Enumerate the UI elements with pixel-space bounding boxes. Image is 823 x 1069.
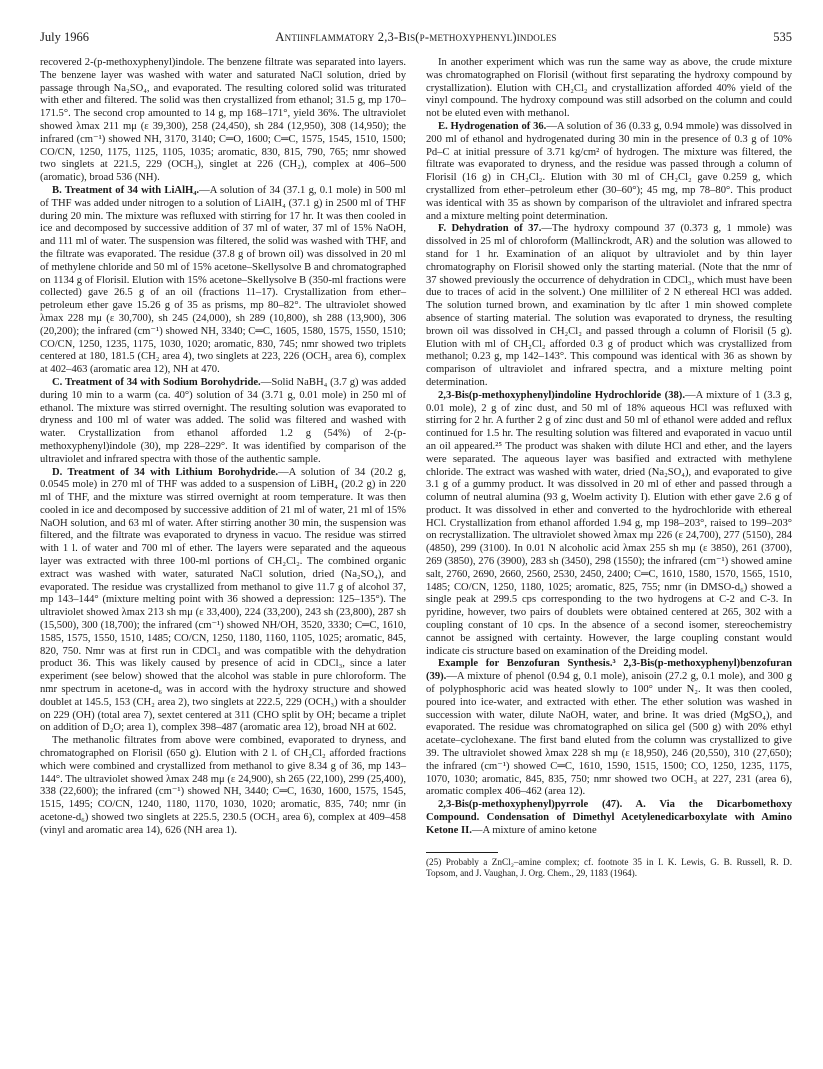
paragraph-text: —A mixture of 1 (3.3 g, 0.01 mole), 2 g of zinc dust, and 50 ml of 18% aqueous HCl was refluxed with stirring for 2 hr. A further 2 g of zinc dust and 50 ml of ethanol were added and reflux continued for 1.5 hr. The resulting solution was filtered and evaporated in vacuo until an oil appeared.²⁵ The product was shaken with dilute HCl and ether, and the layers were separated. The aqueous layer was basified and extracted with methylene chloride. The extract was washed with water, dried (Na₂SO₄), and evaporated to give 3.1 g of a gummy product. It was dissolved in 20 ml of ether and passed through a column of neutral alumina (93 g, Woelm activity I). Elution with ether gave 2.6 g of product. It was dissolved in ether and converted to the hydrochloride with ethereal HCl. Crystallization from ethanol afforded 1.94 g, mp 198–203°, raised to 199–203° on recrystallization. The ultraviolet showed λmax mμ 226 (ε 24,700), 277 (5150), 284 (4850), 299 (3100). In 0.01 N alcoholic acid λmax 255 sh mμ (ε 3850), 261 (3700), 269 (3850), 276 (3900), 283 sh (3450), 298 (1550); the infrared (cm⁻¹) showed amine salt, 2760, 2690, 2660, 2560, 2530, 2450, 2400; C═C, 1610, 1580, 1570, 1565, 1510, 1485; CO/CN, 1250, 1180, 1025; aromatic, 825, 755; nmr (in DMSO-d₆) showed a single peak at 299.5 cps corresponding to the two hydrogens at C-2 and C-3. In pyridine, however, two pairs of doublets were obtained centered at 265, 302 with a coupling constant of 10 cps. In the absence of a second isomer, stereochemistry cannot be assigned with certainty. However, the large coupling constant would indicate cis structure based on examination of the Dreiding model. [426,389,792,657]
paragraph [40,467,406,736]
right-column [426,57,792,879]
paragraph [426,223,792,389]
paragraph [40,377,406,467]
paragraph-text: —A mixture of amino ketone [471,824,597,836]
paragraph-text: —Solid NaBH₄ (3.7 g) was added during 10 min to a warm (ca. 40°) solution of 34 (3.71 g, 0.01 mole) in 250 ml of ethanol. The mixture was stirred overnight. The resulting solution was evaporated to dryness and 100 ml of water was added. The solid was filtered and washed with water. Crystallization from ethanol afforded 1.2 g (54%) of 2-(p-methoxyphenyl)indole (30), mp 228–229°. It was identified by comparison of the ultraviolet and infrared spectra with those of the authentic sample. [40,376,406,465]
paragraph [426,658,792,799]
paragraph [426,799,792,837]
section-heading: B. Treatment of 34 with LiAlH₄. [52,184,200,196]
paragraph-text: —A mixture of phenol (0.94 g, 0.1 mole), anisoin (27.2 g, 0.1 mole), and 300 g of polyphosphoric acid was heated slowly to 100° under N₂. It was then cooled, poured into ice-water, and extracted with ether. The ether solution was washed in succession with water, dilute NaOH, water, and brine. It was dried (MgSO₄), and evaporated. The residue was chromatographed on silica gel (500 g) with 20% ethyl acetate–cyclohexane. The first band eluted from the column was crystallized to give 39. The ultraviolet showed λmax 228 sh mμ (ε 18,950), 246 (20,550), 310 (27,650); the infrared (cm⁻¹) showed C═C, 1610, 1590, 1515, 1500; CO, 1250, 1235, 1175, 1070, 1030; aromatic, 845, 835, 750; nmr showed two OCH₃ at 227, 231 (area 6), aromatic complex 406–462 (area 12). [426,671,792,798]
section-heading: 2,3-Bis(p-methoxyphenyl)pyrrole (47). A. Via the Dicarbomethoxy Compound. Condensation of Dimethyl Acetylenedicarboxylate with Amino Ketone II. [426,799,792,836]
paragraph [426,121,792,223]
running-header [40,30,792,46]
paragraph-text: —A solution of 34 (20.2 g, 0.0545 mole) in 270 ml of THF was added to a suspension of LiBH₄ (20.2 g) in 220 ml of THF, and the mixture was stirred overnight at room temperature. It was then cooled in ice and decomposed by successive addition of 21 ml of water, 21 ml of 15% NaOH solution, and 63 ml of water. After stirring another 30 min, the suspension was filtered, and the filtrate was evaporated to dryness in vacuo. The residue was stirred with 1 l. of water and 700 ml of ether. The layers were separated and the aqueous layer was extracted with three 100-ml portions of CH₂Cl₂. The combined organic extract was washed with water, saturated NaCl solution, dried (Na₂SO₄), and evaporated. The residue was crystallized from methanol to give 11.7 g of alcohol 37, mp 143–144° (mixture melting point with 36 showed a depression: 125–135°). The ultraviolet showed λmax 213 sh mμ (ε 33,400), 224 (33,200), 243 sh (23,800), 287 sh (15,500), 300 (18,700); the infrared (cm⁻¹) showed NH/OH, 3520, 3330; C═C, 1610, 1585, 1575, 1550, 1510, 1485; CO/CN, 1250, 1180, 1160, 1105, 1025; aromatic, 845, 820, 750. Nmr was at first run in CDCl₃ and was compatible with the dehydration product 36. This was likely caused by presence of acid in CDCl₃, since a later experiment (see below) showed that the alcohol was stable in pure chloroform. The nmr spectrum in acetone-d₆ was in accord with the hydroxy structure and showed doublet at 145.5, 153 (CH₂ area 2), two singlets at 222.5, 229 (OCH₃) with a shoulder on 229 (OH) (total area 7), sextet centered at 311 (CHO split by OH; became a triplet on addition of D₂O; area 1), complex 398–487 (aromatic area 12), broad NH at 602. [40,466,406,734]
paragraph-text: —A solution of 34 (37.1 g, 0.1 mole) in 500 ml of THF was added under nitrogen to a solution of LiAlH₄ (37.1 g) in 2500 ml of THF during 20 min. The mixture was refluxed with stirring for 17 hr. It was then cooled in ice and decomposed by successive addition of 37 ml of water, 37 ml of 15% NaOH, and 111 ml of water. The suspension was filtered, the solid was washed with THF, and the filtrate was evaporated. The residue (37.8 g of brown oil) was dissolved in 20 ml of methylene chloride and 50 ml of 15% acetone–Skellysolve B and chromatographed on 1134 g of Florisil. Elution with 15% acetone–Skellysolve B (350-ml fractions were collected) gave 26.5 g of an oil (fractions 11–17). Crystallization from ether–petroleum ether gave 15.26 g of 35 as prisms, mp 80–82°. The ultraviolet showed λmax 228 mμ (ε 30,700), sh 245 (24,000), sh 289 (10,800), sh 288 (13,900), 306 (20,200); the infrared (cm⁻¹) showed NH, 3340; C═C, 1605, 1580, 1575, 1550, 1510; CO/CN, 1250, 1235, 1175, 1030, 1020; aromatic, 830, 745; nmr showed two triplets centered at 180, 181.5 (CH₂ area 4), two singlets at 223, 226 (OCH₃ area 6), complex at 402–463 (aromatic area 12), NH at 470. [40,184,406,376]
footnote-rule [426,852,498,853]
paragraph [40,57,406,185]
paragraph-text: —The hydroxy compound 37 (0.373 g, 1 mmole) was dissolved in 25 ml of chloroform (Mallinckrodt, AR) and the solution was allowed to stand for 1 hr. Examination of an aliquot by ultraviolet and by thin layer chromatography on Florisil showed only the starting material. (Note that the nmr of 37 showed previously the occurrence of dehydration in CDCl₃, which must have been due to traces of acid in the solvent.) One milliliter of 2 N ethereal HCl was added. The solution turned brown, and examination by tlc after 1 min showed complete absence of starting material. The solution was evaporated to dryness, the resulting brown oil was dissolved in CH₂Cl₂ and passed through a column of Florisil (5 g). Elution with ml of CH₂Cl₂ afforded 0.3 g of product which was crystallized from methanol; 0.23 g, mp 142–143°. This compound was identical with 36 as shown by comparison of ultraviolet and infrared spectra, and a mixture melting point determination. [426,223,792,388]
paragraph-text: The methanolic filtrates from above were combined, evaporated to dryness, and chromatographed on Florisil (650 g). Elution with 2 l. of CH₂Cl₂ afforded fractions which were combined and crystallized from methanol to give 8.34 g of 36, mp 143–144°. The ultraviolet showed λmax 248 mμ (ε 24,900), sh 265 (22,100), 299 (25,400), 338 (22,600); the infrared (cm⁻¹) showed NH, 3440; C═C, 1630, 1600, 1575, 1545, 1515, 1495; CO/CN, 1240, 1180, 1170, 1030, 1020; aromatic, 835, 740; nmr (in acetone-d₆) showed two singlets at 225.5, 230.5 (OCH₃ area 6), complex at 409–458 (vinyl and aromatic area 14), 626 (NH area 1). [40,735,406,836]
left-column [40,57,406,838]
section-heading: F. Dehydration of 37. [438,223,542,235]
paragraph-text: In another experiment which was run the same way as above, the crude mixture was chromatographed on Florisil (without first separating the hydroxy compound by crystallization). Elution with CH₂Cl₂ and crystallization afforded 40% yield of the vinyl compound. The hydroxy compound was still adsorbed on the column and could not be eluted even with methanol. [426,57,792,120]
section-heading: C. Treatment of 34 with Sodium Borohydride. [52,376,261,388]
paragraph-text: recovered 2-(p-methoxyphenyl)indole. The benzene filtrate was separated into layers. The benzene layer was washed with water and saturated NaCl solution, dried by passage through Na₂SO₄, and evaporated. The resulting colored solid was triturated with ether and filtered. The solid was then crystallized from ethanol; 31.5 g, mp 170–171.5°. The second crop amounted to 14 g, mp 168–171°, yield 36%. The ultraviolet showed λmax 211 mμ (ε 39,300), 258 (24,450), sh 284 (12,950), 308 (14,950); the infrared (cm⁻¹) showed NH, 3170, 3140; C═O, 1600; C═C, 1575, 1545, 1510, 1500; CO/CN, 1250, 1175, 1125, 1105, 1035; aromatic, 830, 815, 790, 765; nmr showed two singlets at 221.5, 229 (OCH₃), singlet at 226 (CH₂), complex at 406–500 (aromatic), broad 536 (NH). [40,57,406,184]
header-date: July 1966 [40,30,89,44]
paragraph [40,185,406,377]
section-heading: E. Hydrogenation of 36. [438,120,547,132]
paragraph-text: —A solution of 36 (0.33 g, 0.94 mmole) was dissolved in 200 ml of ethanol and hydrogenated during 30 min in the presence of 0.3 g of 10% Pd–C at initial pressure of 3.71 kg/cm² of hydrogen. The mixture was filtered, the filtrate was evaporated to dryness, and the residue was passed through a column of Florisil (16 g) in CH₂Cl₂. Elution with 30 ml of CH₂Cl₂ gave 0.259 g, which crystallized from ether–petroleum ether (30–60°); 45 mg, mp 78–80°. This product was identical with 35 as shown by comparison of the ultraviolet and infrared spectra and a mixture melting point determination. [426,120,792,222]
paragraph [40,735,406,837]
header-title: Antiinflammatory 2,3-Bis(p-methoxyphenyl)indoles [275,30,557,44]
footnote: (25) Probably a ZnCl₂–amine complex; cf. footnote 35 in I. K. Lewis, G. B. Russell, R. D. Topsom, and J. Vaughan, J. Org. Chem., 29, 1183 (1964). [426,856,792,878]
paragraph [426,390,792,659]
section-heading: D. Treatment of 34 with Lithium Borohydride. [52,466,279,478]
right-column-body [426,57,792,838]
section-heading: Example for Benzofuran Synthesis.³ 2,3-Bis(p-methoxyphenyl)benzofuran (39). [426,658,792,683]
section-heading: 2,3-Bis(p-methoxyphenyl)indoline Hydrochloride (38). [438,389,685,401]
paragraph [426,57,792,121]
page-number: 535 [773,30,792,44]
